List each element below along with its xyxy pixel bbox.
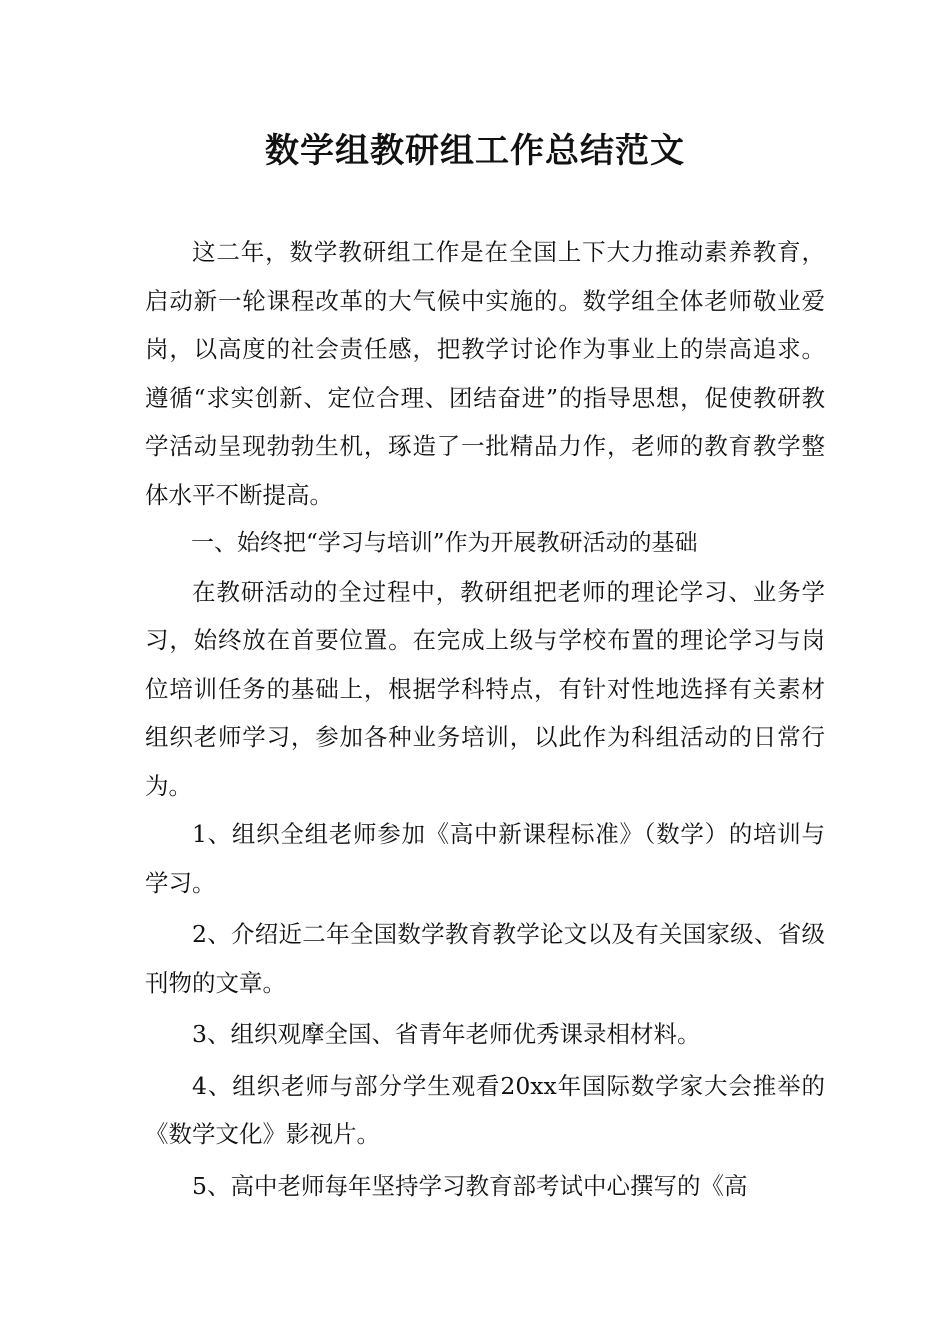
document-title: 数学组教研组工作总结范文 [265, 131, 685, 171]
section-heading: 一、始终把“学习与培训”作为开展教研活动的基础 [191, 530, 698, 556]
list-item: 4、组织老师与部分学生观看20xx年国际数学家大会推举的《数学文化》影视片。 [145, 1071, 825, 1148]
list-item: 5、高中老师每年坚持学习教育部考试中心撰写的《高 [192, 1171, 748, 1200]
list-item: 1、组织全组老师参加《高中新课程标准》（数学）的培训与学习。 [145, 820, 825, 897]
list-item: 3、组织观摩全国、省青年老师优秀课录相材料。 [192, 1020, 701, 1048]
document-body [145, 228, 825, 1213]
list-item: 2、介绍近二年全国数学教育教学论文以及有关国家级、省级刊物的文章。 [145, 920, 825, 997]
section-paragraph: 在教研活动的全过程中，教研组把老师的理论学习、业务学习，始终放在首要位置。在完成上级与学校布置的理论学习与岗位培训任务的基础上，根据学科特点，有针对性地选择有关素材组织老师学习，参加各种业务培训，以此作为科组活动的日常行为。 [145, 577, 825, 800]
intro-paragraph: 这二年，数学教研组工作是在全国上下大力推动素养教育，启动新一轮课程改革的大气候中实施的。数学组全体老师敬业爱岗，以高度的社会责任感，把教学讨论作为事业上的崇高追求。遵循“求实创新、定位合理、团结奋进”的指导思想，促使教研教学活动呈现勃勃生机，琢造了一批精品力作，老师的教育教学整体水平不断提高。 [145, 238, 825, 509]
